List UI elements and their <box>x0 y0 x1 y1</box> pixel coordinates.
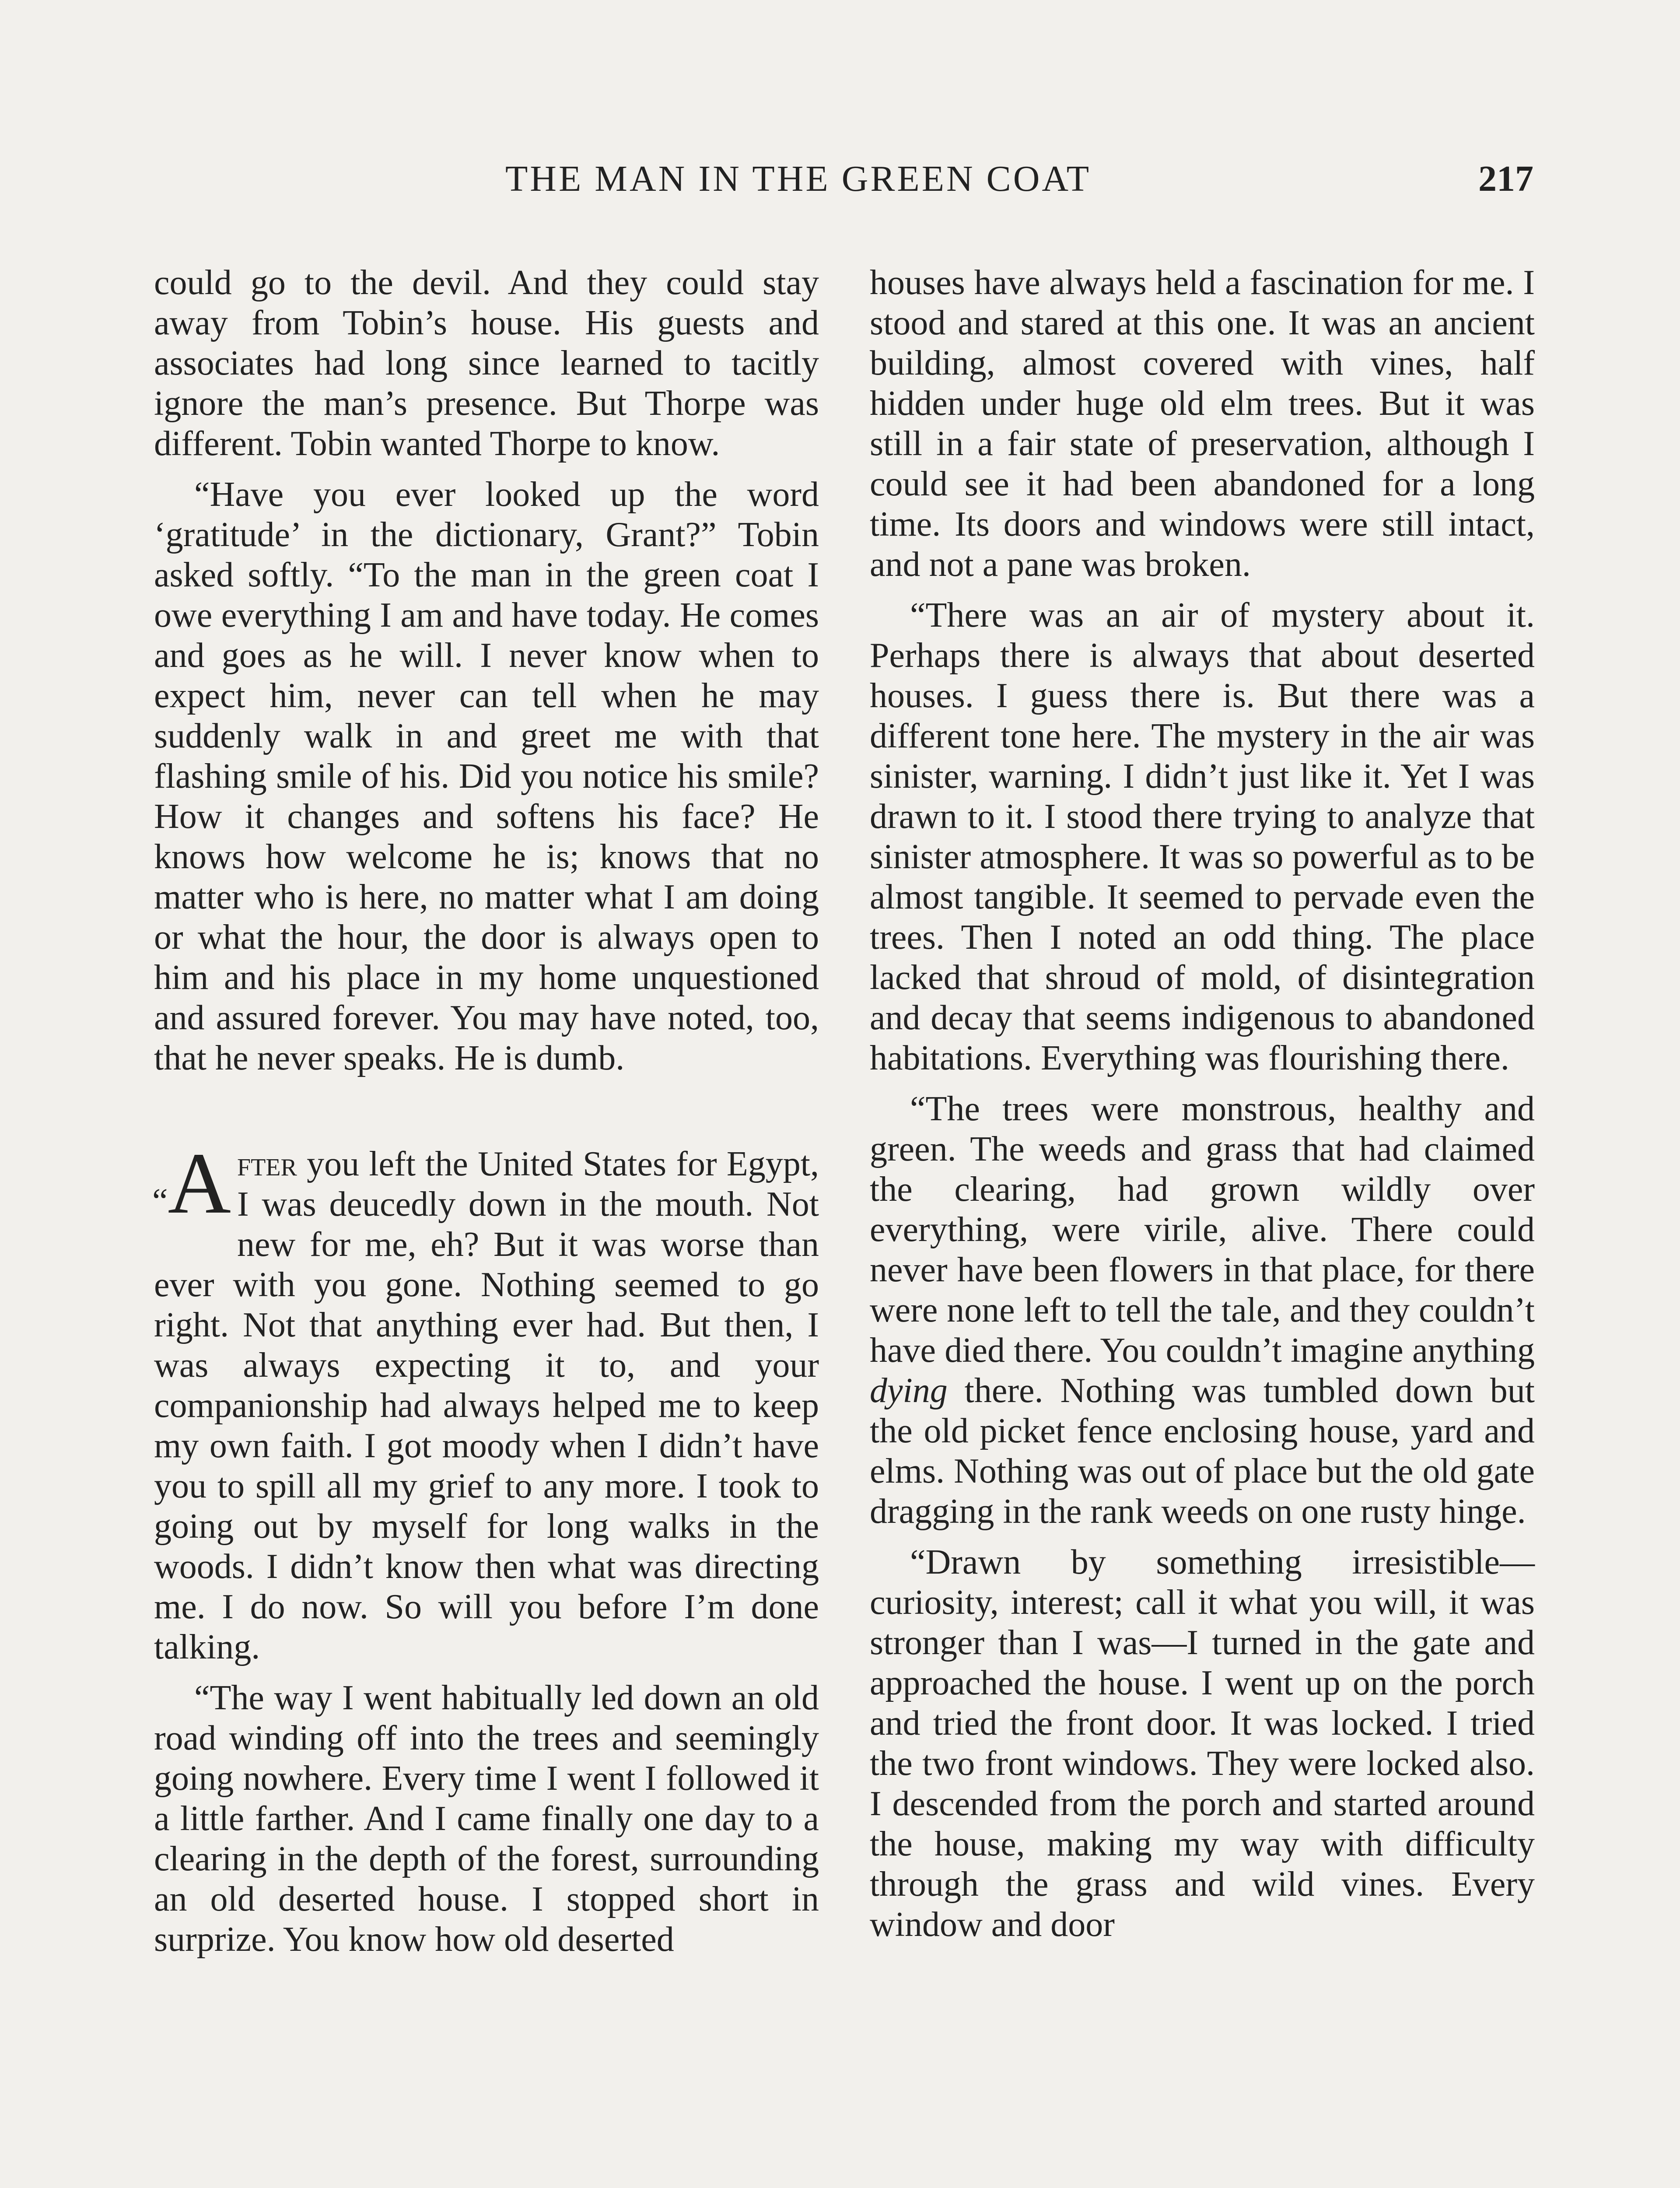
right-paragraph-3 <box>870 1089 1535 1532</box>
drop-cap <box>152 1135 231 1238</box>
left-column <box>154 263 819 1960</box>
right-paragraph-1: houses have always held a fascination for me. I stood and stared at this one. It was an ancient building, almost covered with vines, half hidden under huge old elm trees. But it was still in a fair state of preservation, although I could see it had been abandoned for a long time. Its doors and windows were still intact, and not a pane was broken. <box>870 263 1535 584</box>
right-column <box>870 263 1535 1945</box>
drop-cap-letter: A <box>168 1135 231 1232</box>
small-caps-lead: fter <box>237 1145 297 1183</box>
opening-quote: “ <box>152 1182 168 1220</box>
running-title: THE MAN IN THE GREEN COAT <box>505 158 1092 199</box>
right-paragraph-3-text-a: “The trees were monstrous, healthy and green. The weeds and grass that had claimed the clearing, had grown wildly over everything, were virile, alive. There could never have been flowers in that place, for there were none left to tell the tale, and they couldn’t have died there. You couldn’t imagine anything <box>870 1090 1535 1370</box>
emphasis-dying: dying <box>870 1371 948 1410</box>
left-paragraph-3 <box>152 1135 819 1667</box>
left-paragraph-2: “Have you ever looked up the word ‘gratitude’ in the dictionary, Grant?” Tobin asked softly. “To the man in the green coat I owe everything I am and have today. He comes and goes as he will. I never know when to expect him, never can tell when he may suddenly walk in and greet me with that flashing smile of his. Did you notice his smile? How it changes and softens his face? He knows how welcome he is; knows that no matter who is here, no matter what I am doing or what the hour, the door is always open to him and his place in my home unquestioned and assured forever. You may have noted, too, that he never speaks. He is dumb. <box>154 475 819 1077</box>
right-paragraph-3-text-b: there. Nothing was tumbled down but the old picket fence enclosing house, yard and elms. Nothing was out of place but the old gate dragging in the rank weeds on one rusty hinge. <box>870 1371 1535 1531</box>
left-paragraph-3-text: you left the United States for Egypt, I was deucedly down in the mouth. Not new for me, eh? But it was worse than ever with you gone. Nothing seemed to go right. Not that anything ever had. But then, I was always expecting it to, and your companionship had always helped me to keep my own faith. I got moody when I didn’t have you to spill all my grief to any more. I took to going out by myself for long walks in the woods. I didn’t know then what was directing me. I do now. So will you before I’m done talking. <box>154 1145 819 1666</box>
left-paragraph-4: “The way I went habitually led down an old road winding off into the trees and seemingly going nowhere. Every time I went I followed it a little farther. And I came finally one day to a clearing in the depth of the forest, surrounding an old deserted house. I stopped short in surprize. You know how old deserted <box>154 1679 819 1959</box>
page-header <box>151 158 1533 210</box>
page-number: 217 <box>1478 158 1533 199</box>
left-paragraph-1: could go to the devil. And they could stay away from Tobin’s house. His guests and associates had long since learned to tacitly ignore the man’s presence. But Thorpe was different. Tobin wanted Thorpe to know. <box>154 263 819 463</box>
right-paragraph-4: “Drawn by something irresistible—curiosity, interest; call it what you will, it was stronger than I was—I turned in the gate and approached the house. I went up on the porch and tried the front door. It was locked. I tried the two front windows. They were locked also. I descended from the porch and started around the house, making my way with difficulty through the grass and wild vines. Every window and door <box>870 1543 1535 1944</box>
right-paragraph-2: “There was an air of mystery about it. Perhaps there is always that about deserted houses. I guess there is. But there was a different tone here. The mystery in the air was sinister, warning. I didn’t just like it. Yet I was drawn to it. I stood there trying to analyze that sinister atmosphere. It was so powerful as to be almost tangible. It seemed to pervade even the trees. Then I noted an odd thing. The place lacked that shroud of mold, of disintegration and decay that seems indigenous to abandoned habitations. Everything was flourishing there. <box>870 596 1535 1077</box>
